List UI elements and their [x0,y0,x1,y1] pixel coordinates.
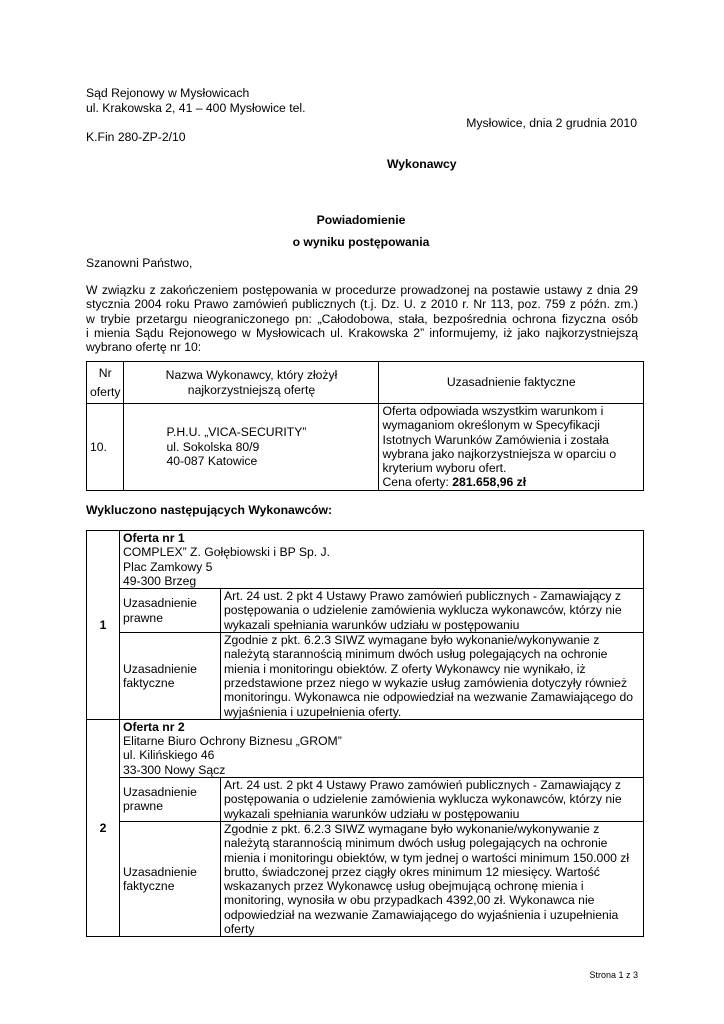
factual-justification-row [87,633,644,720]
factual-line: monitoringu. Wykonawca nie odpowiedział na wezwanie Zamawiającego do [224,690,634,705]
factual-label-line: Uzasadnienie [123,661,197,676]
price-value: 281.658,96 zł [452,475,527,490]
factual-line: przedstawione przez niego w wykazie usług zamówienia dotyczyły również [224,675,628,690]
offer-title: Oferta nr 1 [123,531,185,545]
legal-line: postępowania o udzielenie zamówienia wyklucza wykonawców, którzy nie [224,792,622,807]
factual-text [221,821,644,936]
offer-street: ul. Kilińskiego 46 [123,748,215,763]
intro-line: w trybie przetargu nieograniczonego pn: „Całodobowa, stała, bezpośrednia ochrona fizyczna osób [86,311,638,326]
factual-line: wyjaśnienia i uzupełnienia oferty. [224,704,402,719]
winner-contractor [124,404,379,491]
place-date: Mysłowice, dnia 2 grudnia 2010 [466,116,637,130]
excluded-offer-header [87,719,644,777]
offer-street: Plac Zamkowy 5 [123,559,213,574]
legal-label-line: prawne [123,610,163,625]
header-nr: Nr [98,366,112,381]
justification-line: Oferta odpowiada wszystkim warunkom i [382,404,604,418]
intro-line: i mienia Sądu Rejonowego w Mysłowicach ul. Krakowska 2” informujemy, iż jako najkorzystniejszą [86,325,638,340]
factual-line: odpowiedział na wezwanie Zamawiającego do wyjaśnienia i uzupełnienia [224,907,619,922]
legal-label-line: Uzasadnienie [123,596,197,611]
offer-company: COMPLEX” Z. Gołębiowski i BP Sp. J. [123,545,331,560]
winner-justification [379,404,644,491]
factual-line: oferty [224,922,255,937]
offer-city: 49-300 Brzeg [123,573,197,588]
offer-city: 33-300 Nowy Sącz [123,762,226,777]
factual-label-line: Uzasadnienie [123,864,197,879]
winner-row [87,404,644,491]
excluded-offer-details [120,531,644,589]
legal-line: Art. 24 ust. 2 pkt 4 Ustawy Prawo zamówień publicznych - Zamawiający z [224,778,621,793]
factual-label-line: faktyczne [123,879,175,894]
winner-table [86,361,644,491]
factual-line: Zgodnie z pkt. 6.2.3 SIWZ wymagane było wykonanie/wykonywanie z [224,821,600,836]
legal-justification-row [87,778,644,822]
winner-street: ul. Sokolska 80/9 [166,439,260,454]
header-justification: Uzasadnienie faktyczne [379,362,644,404]
case-reference: K.Fin 280-ZP-2/10 [86,130,186,144]
offer-title: Oferta nr 2 [123,719,185,734]
factual-line: wskazanych przez Wykonawcę usług obejmującą ochronę mienia i [224,879,584,894]
page-number: Strona 1 z 3 [589,970,638,980]
legal-label-line: Uzasadnienie [123,785,197,800]
justification-line: wybrana jako najkorzystniejsza w oparciu o [382,446,617,461]
legal-line: wykazali spełniania warunków udziału w postępowaniu [224,806,520,821]
legal-line: wykazali spełniania warunków udziału w postępowaniu [224,617,520,632]
intro-line: W związku z zakończeniem postępowania w procedurze prowadzonej na postawie ustawy z dnia 29 [86,283,638,297]
document-subtitle: o wyniku postępowania [292,235,430,249]
factual-line: mienia i monitoringu obiektów. Z oferty Wykonawcy nie wynikało, iż [224,661,586,676]
header-oferty: oferty [90,384,121,399]
legal-label-line: prawne [123,799,163,814]
legal-justification-row [87,589,644,633]
winner-city: 40-087 Katowice [166,454,258,469]
legal-line: Art. 24 ust. 2 pkt 4 Ustawy Prawo zamówień publicznych - Zamawiający z [224,589,621,604]
factual-line: należytą starannością minimum dwóch usług polegających na ochronie [224,836,608,851]
intro-paragraph [86,283,638,354]
excluded-offer-details [120,719,644,777]
factual-line: monitoring, wynosiła w obu przypadkach 4392,00 zł. Wykonawca nie [224,893,595,908]
factual-line: należytą starannością minimum dwóch usług polegających na ochronie [224,647,608,662]
factual-line: brutto, świadczonej przez ciągły okres minimum 12 miesięcy. Wartość [224,864,600,879]
factual-label [120,821,221,936]
intro-line: wybrano ofertę nr 10: [86,340,202,355]
header-contractor-name [124,362,379,404]
intro-line: stycznia 2004 roku Prawo zamówień publicznych (t.j. Dz. U. z 2010 r. Nr 113, poz. 759 z późn. zm.) [86,297,638,312]
factual-label-line: faktyczne [123,675,175,690]
factual-justification-row [87,821,644,936]
legal-text [221,589,644,633]
legal-text [221,778,644,822]
header-offer-number [87,362,124,404]
winner-offer-number: 10. [87,404,124,491]
factual-label [120,633,221,720]
factual-text [221,633,644,720]
winner-price [382,475,640,489]
excluded-index: 2 [87,719,120,936]
offer-company: Elitarne Biuro Ochrony Biznesu „GROM” [123,734,342,749]
winner-company: P.H.U. „VICA-SECURITY” [166,425,307,440]
excluded-offer-header [87,531,644,589]
document-title: Powiadomienie [316,213,406,227]
legal-label [120,589,221,633]
header-name-line: Nazwa Wykonawcy, który złożył [165,368,338,383]
factual-line: Zgodnie z pkt. 6.2.3 SIWZ wymagane było wykonanie/wykonywanie z [224,633,600,648]
factual-line: mienia i monitoringu obiektów, w tym jednej o wartości minimum 150.000 zł [224,850,630,865]
recipient: Wykonawcy [387,157,457,171]
header-name-line: najkorzystniejszą ofertę [187,382,316,397]
salutation: Szanowni Państwo, [86,256,193,270]
court-address: ul. Krakowska 2, 41 – 400 Mysłowice tel. [86,101,306,115]
justification-line: Istotnych Warunków Zamówienia i została [382,432,609,447]
legal-label [120,778,221,822]
legal-line: postępowania o udzielenie zamówienia wyklucza wykonawców, którzy nie [224,603,622,618]
court-name: Sąd Rejonowy w Mysłowicach [86,86,250,100]
excluded-table [86,530,644,937]
winner-table-header [87,362,644,404]
excluded-index: 1 [87,531,120,720]
justification-line: kryterium wyboru ofert. [382,461,507,476]
justification-line: wymaganiom określonym w Specyfikacji [382,418,600,433]
excluded-heading: Wykluczono następujących Wykonawców: [86,503,333,517]
price-label: Cena oferty: [382,475,453,490]
